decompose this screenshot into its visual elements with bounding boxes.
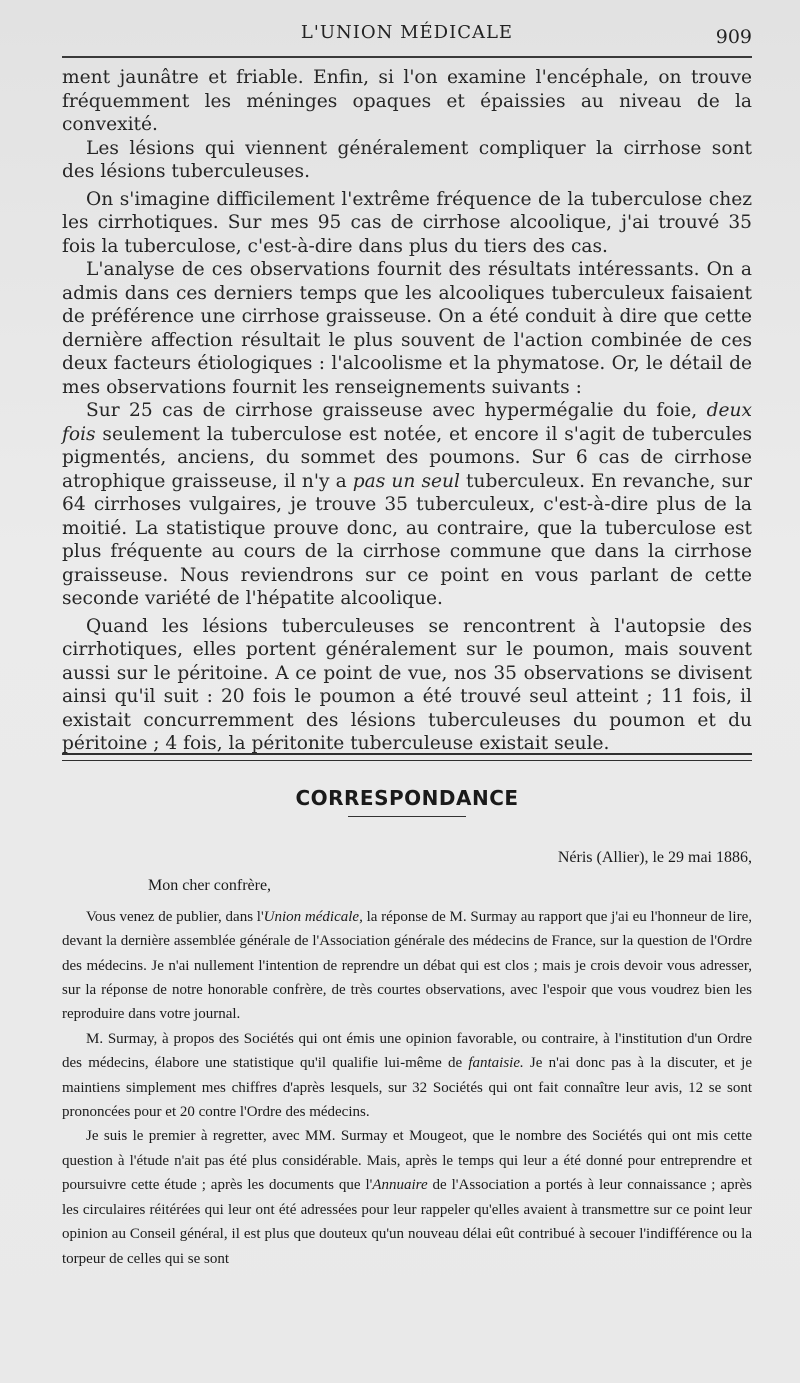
article-paragraph-3 xyxy=(62,188,752,259)
header-rule xyxy=(62,56,752,58)
section-divider xyxy=(62,753,752,761)
article-paragraph-5 xyxy=(62,399,752,611)
letter-paragraph-3 xyxy=(62,1124,752,1270)
page-header xyxy=(62,20,752,52)
text-span: L'analyse de ces observations fournit des résultats intéressants. On a admis dans ces derniers temps que les alcooliques tuberculeux faisaient de préférence une cirrhose graisseuse. On a été conduit à dire que cette dernière affection résultait le plus souvent de l'action combinée de ces deux facteurs étiologiques : l'alcoolisme et la phymatose. Or, le détail de mes observations fournit les renseignements suivants : xyxy=(62,259,752,398)
text-span: de l'Association a portés à leur connaissance ; après les circulaires réitérées qui leur ont été adressées pour leur rappeler qu'elles avaient à transmettre sur ce point leur opinion au Conseil général, il est plus que douteux qu'un nouveau délai eût contribué à secouer l'indifférence ou la torpeur de celles qui se sont xyxy=(62,1177,753,1267)
page-number: 909 xyxy=(715,26,752,48)
text-span: Les lésions qui viennent généralement compliquer la cirrhose sont des lésions tuberculeuses. xyxy=(62,137,752,182)
letter-salutation: Mon cher confrère, xyxy=(148,877,272,895)
italic-span: Annuaire xyxy=(372,1177,428,1194)
text-span: seulement la tuberculose est notée, et encore il s'agit de tubercules pigmentés, anciens, du sommet des poumons. Sur 6 cas de cirrhose atrophique graisseuse, il n'y a xyxy=(62,423,752,492)
letter-paragraph-2 xyxy=(62,1027,752,1125)
text-span: Je n'ai donc pas à la discuter, et je maintiens simplement mes chiffres d'après lesquels, sur 32 Sociétés qui ont fait connaître leur avis, 12 se sont prononcées pour et 20 contre l'Ordre des médecins. xyxy=(62,1055,752,1121)
italic-span: fantaisie. xyxy=(468,1055,524,1072)
text-span: ment jaunâtre et friable. Enfin, si l'on examine l'encéphale, on trouve fréquemment les méninges opaques et épaissies au niveau de la convexité. xyxy=(62,67,752,135)
text-span: Sur 25 cas de cirrhose graisseuse avec hypermégalie du foie, xyxy=(86,400,707,421)
text-span: On s'imagine difficilement l'extrême fréquence de la tuberculose chez les cirrhotiques. Sur mes 95 cas de cirrhose alcoolique, j'ai trouvé 35 fois la tuberculose, c'est-à-dire dans plus du tiers des cas. xyxy=(62,188,752,257)
running-title: L'UNION MÉDICALE xyxy=(300,22,514,43)
text-span: Vous venez de publier, dans l' xyxy=(86,908,264,925)
text-span: la réponse de M. Surmay au rapport que j'ai eu l'honneur de lire, devant la dernière assemblée générale de l'Association générale des médecins de France, sur la question de l'Ordre des médecins. Je n'ai nullement l'intention de reprendre un débat qui est clos ; mais je crois devoir vous adresser, sur la réponse de notre honorable confrère, de très courtes observations, avec l'espoir que vous voudrez bien les reproduire dans votre journal. xyxy=(62,908,752,1023)
section-title-underline xyxy=(348,816,466,817)
article-paragraph-6 xyxy=(62,615,752,756)
letter-dateline: Néris (Allier), le 29 mai 1886, xyxy=(557,849,752,866)
article-paragraph-2 xyxy=(62,137,752,184)
text-span: M. Surmay, à propos des Sociétés qui ont émis une opinion favorable, ou contraire, à l'institution d'un Ordre des médecins, élabore une statistique qu'il qualifie lui-même de xyxy=(62,1030,752,1072)
section-title: CORRESPONDANCE xyxy=(295,786,519,810)
article-paragraph-1 xyxy=(62,66,752,137)
text-span: Quand les lésions tuberculeuses se rencontrent à l'autopsie des cirrhotiques, elles portent généralement sur le poumon, mais souvent aussi sur le péritoine. A ce point de vue, nos 35 observations se divisent ainsi qu'il suit : 20 fois le poumon a été trouvé seul atteint ; 11 fois, il existait concurremment des lésions tuberculeuses du poumon et du péritoine ; 4 fois, la péritonite tuberculeuse existait seule. xyxy=(62,615,752,754)
italic-span: Union médicale, xyxy=(263,908,363,925)
text-span: Je suis le premier à regretter, avec MM. Surmay et Mougeot, que le nombre des Sociétés qui ont mis cette question à l'étude n'ait pas été plus considérable. Mais, après le temps qui leur a été donné pour entreprendre et poursuivre cette étude ; après les documents que l' xyxy=(62,1128,752,1194)
article-paragraph-4 xyxy=(62,258,752,399)
text-span: tuberculeux. En revanche, sur 64 cirrhoses vulgaires, je trouve 35 tuberculeux, c'est-à-dire plus de la moitié. La statistique prouve donc, au contraire, que la tuberculose est plus fréquente au cours de la cirrhose commune que dans la cirrhose graisseuse. Nous reviendrons sur ce point en vous parlant de cette seconde variété de l'hépatite alcoolique. xyxy=(62,470,752,609)
letter-paragraph-1 xyxy=(62,905,752,1027)
italic-span: deux fois xyxy=(62,400,752,445)
article-body xyxy=(62,66,752,756)
italic-span: pas un seul xyxy=(352,470,460,492)
correspondance-letter xyxy=(62,846,752,1271)
